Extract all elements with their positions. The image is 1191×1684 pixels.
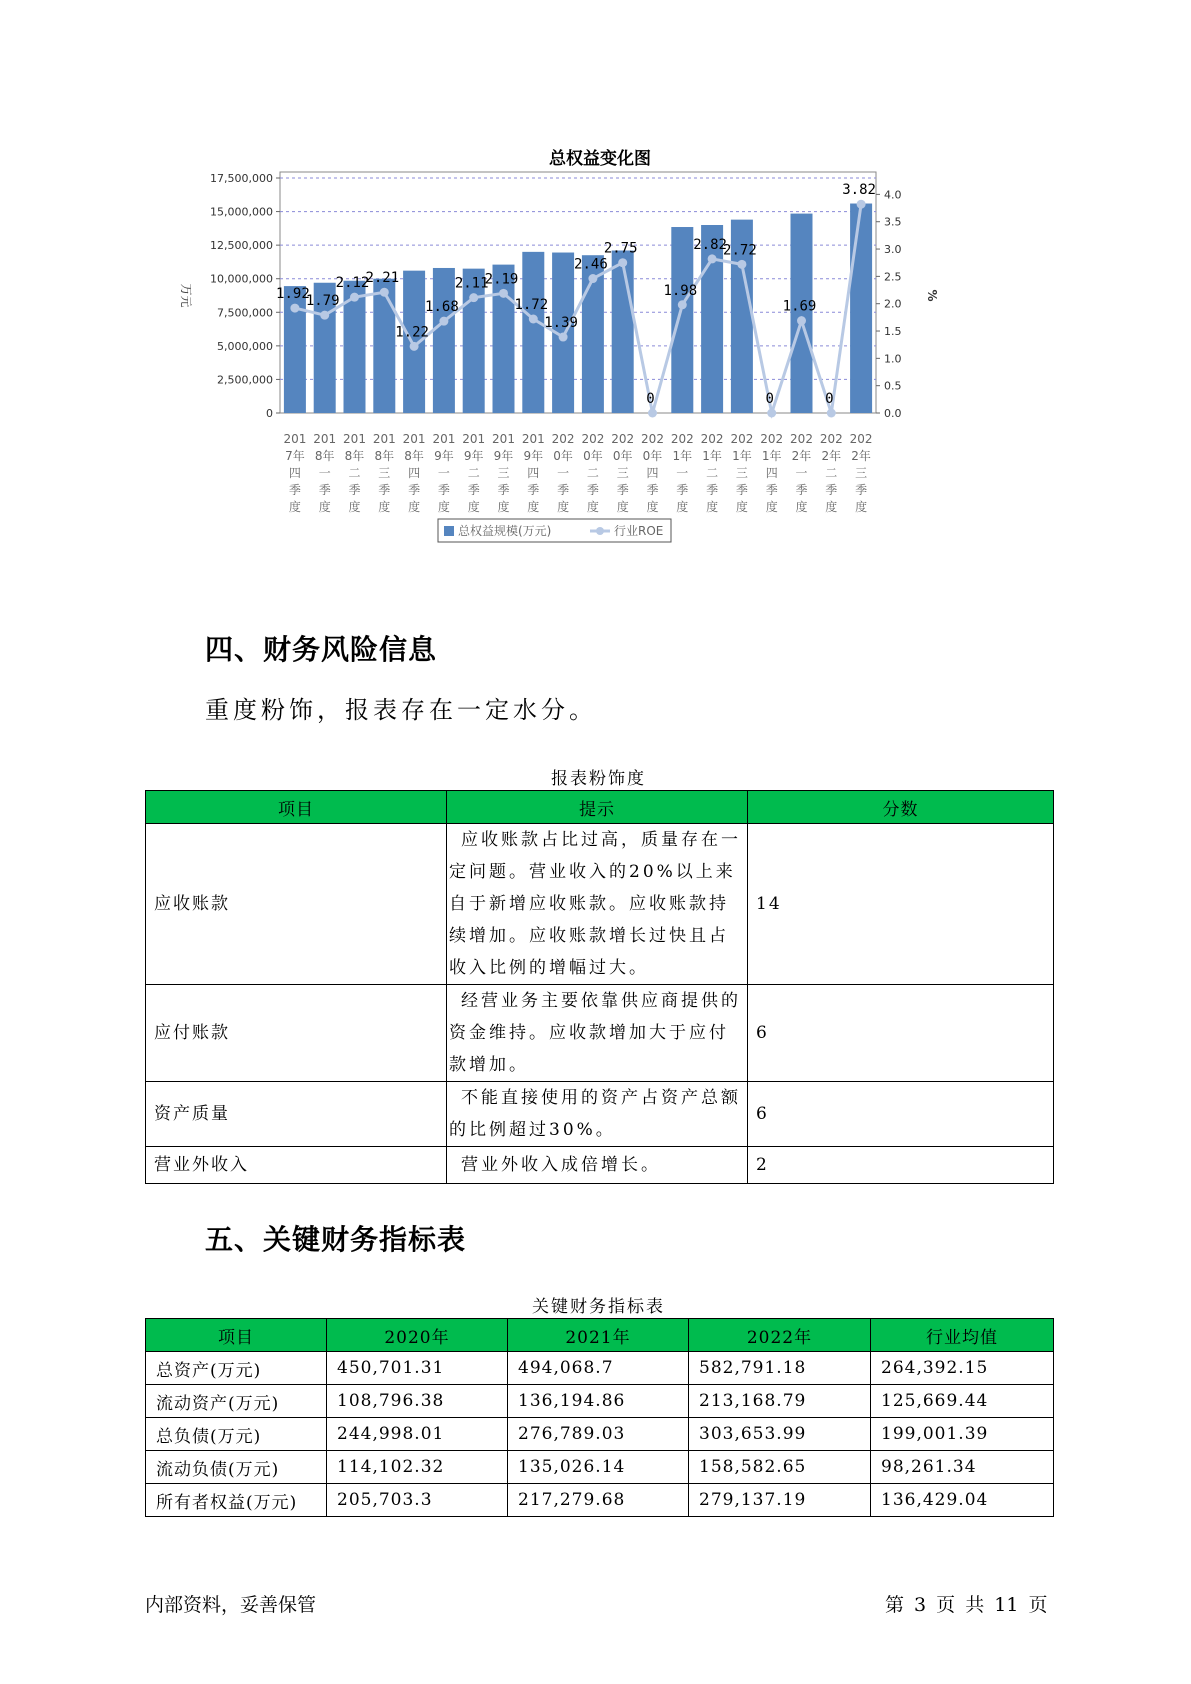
roe-data-label: 2.19 [484, 271, 519, 288]
kfi-value: 135,026.14 [508, 1451, 689, 1484]
kfi-value: 213,168.79 [689, 1385, 871, 1418]
legend-bar-label: 总权益规模(万元) [458, 524, 552, 538]
risk-table [145, 790, 1054, 1184]
roe-point [708, 254, 717, 263]
x-tick-label: 度 [765, 500, 778, 514]
x-tick-label: 201 [313, 432, 337, 446]
x-tick-label: 8年 [374, 449, 395, 463]
plot-frame [280, 172, 876, 413]
x-tick-label: 202 [641, 432, 664, 446]
risk-item: 资产质量 [146, 1082, 447, 1147]
x-tick-label: 7年 [285, 449, 305, 463]
table-row [146, 1418, 1054, 1451]
kfi-value: 279,137.19 [689, 1484, 871, 1517]
y2-tick-label: 1.5 [884, 325, 902, 339]
y-tick-label: 15,000,000 [210, 205, 273, 219]
roe-data-label: 1.68 [425, 299, 459, 316]
x-tick-label: 0年 [612, 449, 633, 463]
x-tick-label: 四 [288, 466, 301, 480]
x-tick-label: 四 [646, 466, 659, 480]
risk-score: 2 [748, 1147, 1054, 1184]
table-row [146, 985, 1054, 1082]
legend-line-label: 行业ROE [614, 524, 664, 538]
kfi-value: 276,789.03 [508, 1418, 689, 1451]
x-tick-label: 季 [527, 483, 540, 497]
header-cell: 2020年 [327, 1319, 508, 1352]
x-tick-label: 三 [735, 466, 748, 480]
table-row [146, 1082, 1054, 1147]
roe-point [559, 333, 568, 342]
x-tick-label: 季 [676, 483, 689, 497]
bar [612, 251, 634, 413]
x-tick-label: 季 [467, 483, 480, 497]
x-tick-label: 季 [765, 483, 778, 497]
kfi-item: 总负债(万元) [146, 1418, 327, 1451]
x-tick-label: 二 [467, 466, 480, 480]
x-tick-label: 202 [700, 432, 724, 446]
legend-line-marker [596, 527, 604, 535]
x-tick-label: 度 [437, 500, 450, 514]
x-tick-label: 0年 [642, 449, 663, 463]
x-tick-label: 度 [497, 500, 510, 514]
x-tick-label: 2年 [821, 449, 842, 463]
x-tick-label: 9年 [434, 449, 454, 463]
x-tick-label: 二 [348, 466, 361, 480]
x-tick-label: 二 [706, 466, 719, 480]
x-tick-label: 9年 [523, 449, 544, 463]
header-cell: 项目 [146, 1319, 327, 1352]
roe-point [827, 409, 836, 418]
section4-heading: 四、财务风险信息 [205, 633, 438, 666]
x-tick-label: 季 [616, 483, 629, 497]
x-tick-label: 1年 [672, 449, 693, 463]
roe-point [410, 342, 419, 351]
risk-score: 6 [748, 985, 1054, 1082]
x-tick-label: 度 [318, 500, 331, 514]
x-tick-label: 季 [437, 483, 450, 497]
roe-data-label: 3.82 [842, 182, 876, 199]
roe-data-label: 0 [825, 391, 834, 407]
x-tick-label: 8年 [344, 449, 365, 463]
x-tick-label: 二 [825, 466, 838, 480]
x-tick-label: 三 [497, 466, 510, 480]
x-tick-label: 201 [283, 432, 307, 446]
x-tick-label: 8年 [404, 449, 424, 463]
x-tick-label: 1年 [702, 449, 722, 463]
header-cell: 分数 [748, 791, 1054, 824]
x-tick-label: 度 [646, 500, 659, 514]
chart-title: 总权益变化图 [549, 149, 651, 169]
x-tick-label: 201 [521, 432, 545, 446]
header-cell: 提示 [447, 791, 748, 824]
bar [671, 227, 693, 413]
roe-point [857, 200, 866, 209]
table-row [146, 1385, 1054, 1418]
x-tick-label: 季 [348, 483, 361, 497]
kfi-value: 199,001.39 [871, 1418, 1054, 1451]
roe-data-label: 1.72 [514, 297, 549, 313]
bar [850, 204, 872, 413]
roe-data-label: 0 [646, 391, 655, 407]
kfi-item: 总资产(万元) [146, 1352, 327, 1385]
kfi-value: 582,791.18 [689, 1352, 871, 1385]
x-tick-label: 一 [437, 466, 450, 480]
bar [701, 225, 723, 413]
x-tick-label: 9年 [493, 449, 514, 463]
kfi-value: 264,392.15 [871, 1352, 1054, 1385]
x-tick-label: 1年 [761, 449, 782, 463]
risk-hint: 营业外收入成倍增长。 [447, 1147, 748, 1184]
x-tick-label: 四 [408, 466, 421, 480]
roe-point [320, 311, 329, 320]
roe-point [439, 317, 448, 326]
y2-tick-label: 0.5 [884, 379, 902, 393]
x-tick-label: 一 [318, 466, 331, 480]
roe-data-label: 2.12 [335, 275, 370, 292]
y-tick-label: 17,500,000 [210, 172, 273, 185]
x-tick-label: 季 [706, 483, 719, 497]
x-tick-label: 度 [676, 500, 689, 514]
risk-score: 14 [748, 824, 1054, 985]
y2-tick-label: 3.0 [884, 243, 902, 257]
x-tick-label: 季 [855, 483, 868, 497]
x-tick-label: 202 [611, 432, 635, 446]
roe-point [588, 274, 597, 283]
roe-point [767, 409, 776, 418]
roe-data-label: 2.21 [365, 270, 400, 287]
header-cell: 2021年 [508, 1319, 689, 1352]
table-row [146, 1352, 1054, 1385]
x-tick-label: 202 [790, 432, 813, 446]
risk-score: 6 [748, 1082, 1054, 1147]
kfi-value: 136,194.86 [508, 1385, 689, 1418]
x-tick-label: 季 [825, 483, 838, 497]
bar [433, 268, 455, 413]
section5-heading: 五、关键财务指标表 [205, 1223, 467, 1256]
roe-data-label: 2.11 [454, 275, 489, 292]
kfi-value: 205,703.3 [327, 1484, 508, 1517]
roe-point [529, 315, 538, 324]
x-tick-label: 季 [557, 483, 570, 497]
roe-data-label: 0 [765, 391, 774, 407]
x-tick-label: 度 [825, 500, 838, 514]
x-tick-label: 度 [288, 500, 301, 514]
header-cell: 项目 [146, 791, 447, 824]
kfi-value: 98,261.34 [871, 1451, 1054, 1484]
roe-point [618, 258, 627, 267]
equity-chart [160, 132, 1040, 602]
x-tick-label: 201 [402, 432, 426, 446]
risk-hint: 不能直接使用的资产占资产总额的比例超过30%。 [447, 1082, 748, 1147]
x-tick-label: 季 [378, 483, 391, 497]
x-tick-label: 201 [432, 432, 456, 446]
risk-table-header [146, 791, 1054, 824]
x-tick-label: 201 [372, 432, 396, 446]
header-cell: 行业均值 [871, 1319, 1054, 1352]
risk-table-caption: 报表粉饰度 [551, 769, 646, 789]
x-tick-label: 季 [318, 483, 331, 497]
kfi-value: 108,796.38 [327, 1385, 508, 1418]
x-tick-label: 季 [586, 483, 599, 497]
x-tick-label: 季 [795, 483, 808, 497]
x-tick-label: 季 [497, 483, 510, 497]
kfi-item: 流动负债(万元) [146, 1451, 327, 1484]
x-tick-label: 度 [855, 500, 868, 514]
x-tick-label: 202 [849, 432, 873, 446]
y-tick-label: 0 [266, 407, 273, 420]
bar [373, 279, 395, 413]
y2-axis-label: % [925, 289, 939, 302]
kfi-value: 494,068.7 [508, 1352, 689, 1385]
x-tick-label: 202 [760, 432, 784, 446]
x-tick-label: 201 [492, 432, 515, 446]
roe-point [737, 260, 746, 269]
x-tick-label: 四 [765, 466, 778, 480]
x-tick-label: 度 [527, 500, 540, 514]
risk-item: 应收账款 [146, 824, 447, 985]
x-tick-label: 2年 [791, 449, 812, 463]
roe-data-label: 1.69 [782, 298, 817, 315]
x-tick-label: 0年 [553, 449, 573, 463]
footer-page-number: 第 3 页 共 11 页 [885, 1594, 1048, 1616]
kfi-value: 450,701.31 [327, 1352, 508, 1385]
x-tick-label: 度 [408, 500, 421, 514]
y2-tick-label: 3.5 [884, 215, 902, 229]
risk-item: 应付账款 [146, 985, 447, 1082]
x-tick-label: 三 [855, 466, 868, 480]
kfi-value: 114,102.32 [327, 1451, 508, 1484]
x-tick-label: 四 [527, 466, 540, 480]
y-axis-label: 万元 [179, 283, 193, 308]
table-row [146, 1484, 1054, 1517]
x-tick-label: 9年 [463, 449, 484, 463]
x-tick-label: 201 [343, 432, 366, 446]
risk-hint: 经营业务主要依靠供应商提供的资金维持。应收款增加大于应付款增加。 [447, 985, 748, 1082]
x-tick-label: 度 [795, 500, 808, 514]
y-tick-label: 7,500,000 [217, 306, 273, 320]
kfi-value: 125,669.44 [871, 1385, 1054, 1418]
bar [522, 252, 544, 413]
x-tick-label: 度 [735, 500, 748, 514]
roe-point [797, 316, 806, 325]
x-tick-label: 度 [348, 500, 361, 514]
x-tick-label: 度 [467, 500, 480, 514]
roe-point [350, 293, 359, 302]
x-tick-label: 季 [408, 483, 421, 497]
roe-point [380, 288, 389, 297]
roe-data-label: 1.39 [544, 315, 578, 332]
x-tick-label: 1年 [732, 449, 752, 463]
x-tick-label: 度 [378, 500, 391, 514]
roe-data-label: 2.72 [723, 242, 757, 259]
x-tick-label: 0年 [583, 449, 603, 463]
kfi-item: 流动资产(万元) [146, 1385, 327, 1418]
footer-confidential: 内部资料，妥善保管 [145, 1594, 317, 1616]
x-tick-label: 2年 [851, 449, 871, 463]
y2-tick-label: 2.0 [884, 297, 902, 311]
x-tick-label: 三 [378, 466, 391, 480]
kfi-value: 217,279.68 [508, 1484, 689, 1517]
x-tick-label: 201 [462, 432, 486, 446]
kfi-value: 158,582.65 [689, 1451, 871, 1484]
roe-data-label: 2.82 [693, 236, 727, 253]
risk-item: 营业外收入 [146, 1147, 447, 1184]
x-tick-label: 一 [795, 466, 808, 480]
y2-tick-label: 4.0 [884, 188, 902, 202]
x-tick-label: 度 [706, 500, 719, 514]
x-tick-label: 度 [557, 500, 570, 514]
table-row [146, 1451, 1054, 1484]
roe-point [499, 289, 508, 298]
roe-data-label: 2.46 [574, 256, 608, 273]
x-tick-label: 一 [676, 466, 689, 480]
roe-point [678, 300, 687, 309]
table-row [146, 1147, 1054, 1184]
roe-data-label: 1.79 [305, 293, 340, 310]
x-tick-label: 一 [557, 466, 570, 480]
x-tick-label: 三 [616, 466, 629, 480]
kfi-value: 303,653.99 [689, 1418, 871, 1451]
x-tick-label: 季 [288, 483, 301, 497]
y2-tick-label: 2.5 [884, 270, 902, 284]
roe-point [290, 304, 299, 313]
x-tick-label: 度 [616, 500, 629, 514]
y-tick-label: 5,000,000 [217, 339, 273, 353]
kfi-table [145, 1318, 1054, 1517]
y-tick-label: 2,500,000 [217, 373, 273, 387]
x-tick-label: 202 [581, 432, 605, 446]
roe-point [648, 409, 657, 418]
kfi-item: 所有者权益(万元) [146, 1484, 327, 1517]
roe-point [469, 293, 478, 302]
y2-tick-label: 0.0 [884, 407, 902, 420]
y-tick-label: 10,000,000 [210, 272, 273, 286]
roe-data-label: 1.22 [395, 324, 429, 341]
roe-data-label: 2.75 [603, 240, 638, 257]
x-tick-label: 度 [586, 500, 599, 514]
kfi-value: 244,998.01 [327, 1418, 508, 1451]
x-tick-label: 202 [819, 432, 843, 446]
x-tick-label: 202 [551, 432, 575, 446]
x-tick-label: 二 [586, 466, 599, 480]
x-tick-label: 8年 [314, 449, 335, 463]
header-cell: 2022年 [689, 1319, 871, 1352]
x-tick-label: 202 [730, 432, 754, 446]
x-tick-label: 季 [735, 483, 748, 497]
y2-tick-label: 1.0 [884, 352, 902, 366]
kfi-table-caption: 关键财务指标表 [532, 1297, 665, 1317]
chart-svg [160, 132, 1040, 602]
legend-bar-swatch [444, 526, 454, 536]
table-row [146, 824, 1054, 985]
risk-hint: 应收账款占比过高，质量存在一定问题。营业收入的20%以上来自于新增应收账款。应收账款持续增加。应收账款增长过快且占收入比例的增幅过大。 [447, 824, 748, 985]
roe-data-label: 1.92 [276, 286, 310, 303]
x-tick-label: 202 [670, 432, 694, 446]
risk-summary: 重度粉饰，报表存在一定水分。 [205, 696, 597, 724]
roe-data-label: 1.98 [663, 282, 698, 299]
x-tick-label: 季 [646, 483, 659, 497]
y-tick-label: 12,500,000 [210, 239, 273, 253]
kfi-value: 136,429.04 [871, 1484, 1054, 1517]
kfi-table-header [146, 1319, 1054, 1352]
